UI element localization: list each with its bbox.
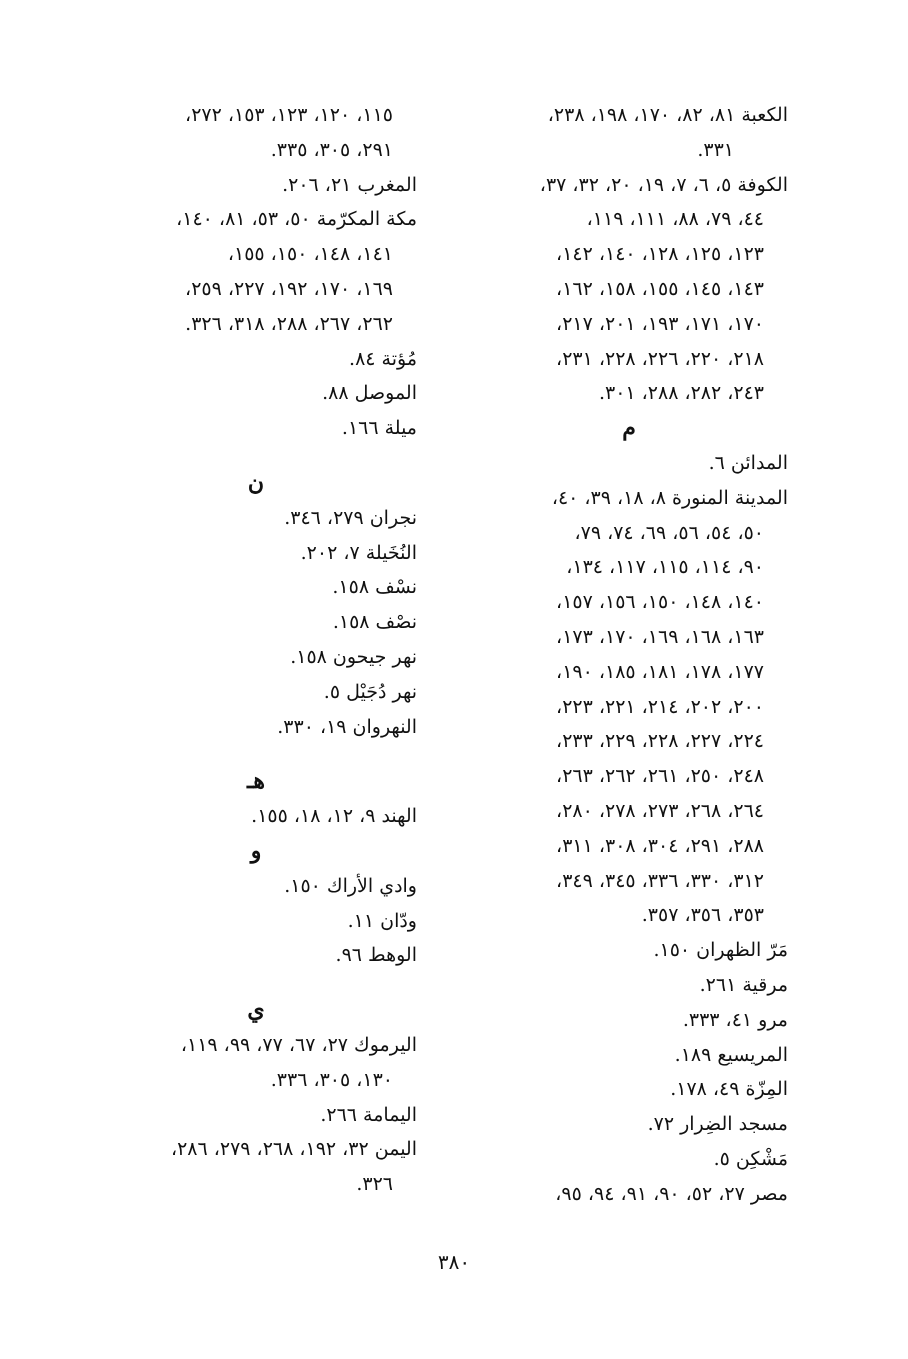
- index-entry-nusf: نصْف ١٥٨.: [332, 611, 417, 634]
- index-entry-continuation: ١٤١، ١٤٨، ١٥٠، ١٥٥،: [227, 243, 393, 266]
- index-entry-continuation: ١٤٣، ١٤٥، ١٥٥، ١٥٨، ١٦٢،: [556, 277, 764, 300]
- index-entry-waddan: ودّان ١١.: [347, 909, 417, 932]
- index-entry-muta: مُؤتة ٨٤.: [349, 347, 417, 370]
- index-entry-continuation: ٢٦٤، ٢٦٨، ٢٧٣، ٢٧٨، ٢٨٠،: [556, 799, 764, 822]
- index-entry-madain: المدائن ٦.: [708, 451, 788, 474]
- index-entry-continuation: ١٧٧، ١٧٨، ١٨١، ١٨٥، ١٩٠،: [556, 660, 764, 683]
- index-entry-continuation: ٢١٨، ٢٢٠، ٢٢٦، ٢٢٨، ٢٣١،: [556, 347, 764, 370]
- index-entry-hind: الهند ٩، ١٢، ١٨، ١٥٥.: [251, 805, 417, 828]
- index-entry-continuation: ٣٣١.: [697, 138, 734, 161]
- index-entry-continuation: ٢٤٨، ٢٥٠، ٢٦١، ٢٦٢، ٢٦٣،: [556, 765, 764, 788]
- index-entry-misr: مصر ٢٧، ٥٢، ٩٠، ٩١، ٩٤، ٩٥،: [555, 1182, 788, 1205]
- index-entry-continuation: ١٦٣، ١٦٨، ١٦٩، ١٧٠، ١٧٣،: [556, 625, 764, 648]
- section-letter-meem: م: [622, 415, 636, 442]
- index-entry-mizza: المِزّة ٤٩، ١٧٨.: [670, 1078, 788, 1101]
- section-letter-haa: هـ: [246, 768, 266, 795]
- index-entry-continuation: ٢٢٤، ٢٢٧، ٢٢٨، ٢٢٩، ٢٣٣،: [556, 730, 764, 753]
- index-entry-mawsil: الموصل ٨٨.: [322, 382, 417, 405]
- index-entry-continuation: ٢٤٣، ٢٨٢، ٢٨٨، ٣٠١.: [598, 382, 764, 405]
- index-entry-wadi-arak: وادي الأراك ١٥٠.: [284, 874, 417, 897]
- index-entry-continuation: ١٢٣، ١٢٥، ١٢٨، ١٤٠، ١٤٢،: [556, 243, 764, 266]
- index-entry-continuation: ٣١٢، ٣٣٠، ٣٣٦، ٣٤٥، ٣٤٩،: [556, 869, 764, 892]
- index-entry-mashkin: مَشْكِن ٥.: [713, 1147, 788, 1170]
- index-entry-marr-zahran: مَرّ الظهران ١٥٠.: [653, 939, 788, 962]
- index-entry-continuation: ١٧٠، ١٧١، ١٩٣، ٢٠١، ٢١٧،: [556, 312, 764, 335]
- section-letter-waw: و: [250, 837, 262, 864]
- index-entry-najran: نجران ٢٧٩، ٣٤٦.: [284, 506, 417, 529]
- index-entry-madina: المدينة المنورة ٨، ١٨، ٣٩، ٤٠،: [551, 486, 788, 509]
- index-entry-maghrib: المغرب ٢١، ٢٠٦.: [282, 173, 417, 196]
- index-entry-yaman: اليمن ٣٢، ١٩٢، ٢٦٨، ٢٧٩، ٢٨٦،: [170, 1138, 417, 1161]
- index-column-right: [470, 98, 788, 1212]
- page-number: ٣٨٠: [437, 1250, 471, 1274]
- index-entry-nasf: نسْف ١٥٨.: [332, 576, 417, 599]
- index-entry-yamama: اليمامة ٢٦٦.: [320, 1103, 417, 1126]
- index-entry-continuation: ٢٨٨، ٢٩١، ٣٠٤، ٣٠٨، ٣١١،: [556, 834, 764, 857]
- index-entry-marw: مرو ٤١، ٣٣٣.: [682, 1008, 788, 1031]
- index-entry-continuation: ١٣٠، ٣٠٥، ٣٣٦.: [270, 1068, 393, 1091]
- index-entry-continuation: ٢٩١، ٣٠٥، ٣٣٥.: [270, 138, 393, 161]
- index-entry-continuation: ١٦٩، ١٧٠، ١٩٢، ٢٢٧، ٢٥٩،: [185, 277, 393, 300]
- index-entry-kaaba: الكعبة ٨١، ٨٢، ١٧٠، ١٩٨، ٢٣٨،: [547, 104, 788, 126]
- index-entry-kufa: الكوفة ٥، ٦، ٧، ١٩، ٢٠، ٣٢، ٣٧،: [539, 173, 788, 196]
- index-entry-continuation: ٣٥٣، ٣٥٦، ٣٥٧.: [641, 904, 764, 927]
- index-entry-continuation: ٣٢٦.: [356, 1173, 393, 1196]
- section-letter-yaa: ي: [247, 997, 265, 1024]
- index-entry-nukhayla: النُخَيلة ٧، ٢٠٢.: [300, 541, 417, 564]
- index-entry-continuation: ١١٥، ١٢٠، ١٢٣، ١٥٣، ٢٧٢،: [185, 104, 393, 126]
- index-entry-nahr-dujayl: نهر دُجَيْل ٥.: [323, 680, 417, 703]
- index-entry-nahr-jayhun: نهر جيحون ١٥٨.: [290, 645, 417, 668]
- index-column-left: [95, 98, 417, 1202]
- index-entry-muraysi: المريسيع ١٨٩.: [674, 1043, 788, 1066]
- index-entry-continuation: ٢٠٠، ٢٠٢، ٢١٤، ٢٢١، ٢٢٣،: [556, 695, 764, 718]
- index-entry-continuation: ٥٠، ٥٤، ٥٦، ٦٩، ٧٤، ٧٩،: [574, 521, 764, 544]
- index-entry-continuation: ٩٠، ١١٤، ١١٥، ١١٧، ١٣٤،: [566, 556, 764, 579]
- index-entry-nahrawan: النهروان ١٩، ٣٣٠.: [277, 715, 417, 738]
- index-entry-masjid-dirar: مسجد الضِرار ٧٢.: [647, 1113, 788, 1136]
- index-entry-yarmuk: اليرموك ٢٧، ٦٧، ٧٧، ٩٩، ١١٩،: [180, 1033, 417, 1056]
- section-letter-noon: ن: [247, 469, 265, 496]
- index-entry-continuation: ٢٦٢، ٢٦٧، ٢٨٨، ٣١٨، ٣٢٦.: [185, 312, 393, 335]
- index-entry-makka: مكة المكرّمة ٥٠، ٥٣، ٨١، ١٤٠،: [176, 208, 417, 231]
- index-entry-wahat: الوهط ٩٦.: [335, 944, 417, 967]
- index-entry-marqiya: مرقية ٢٦١.: [699, 973, 788, 996]
- index-entry-mila: ميلة ١٦٦.: [341, 417, 417, 440]
- index-entry-continuation: ١٤٠، ١٤٨، ١٥٠، ١٥٦، ١٥٧،: [556, 591, 764, 614]
- index-entry-continuation: ٤٤، ٧٩، ٨٨، ١١١، ١١٩،: [586, 208, 764, 231]
